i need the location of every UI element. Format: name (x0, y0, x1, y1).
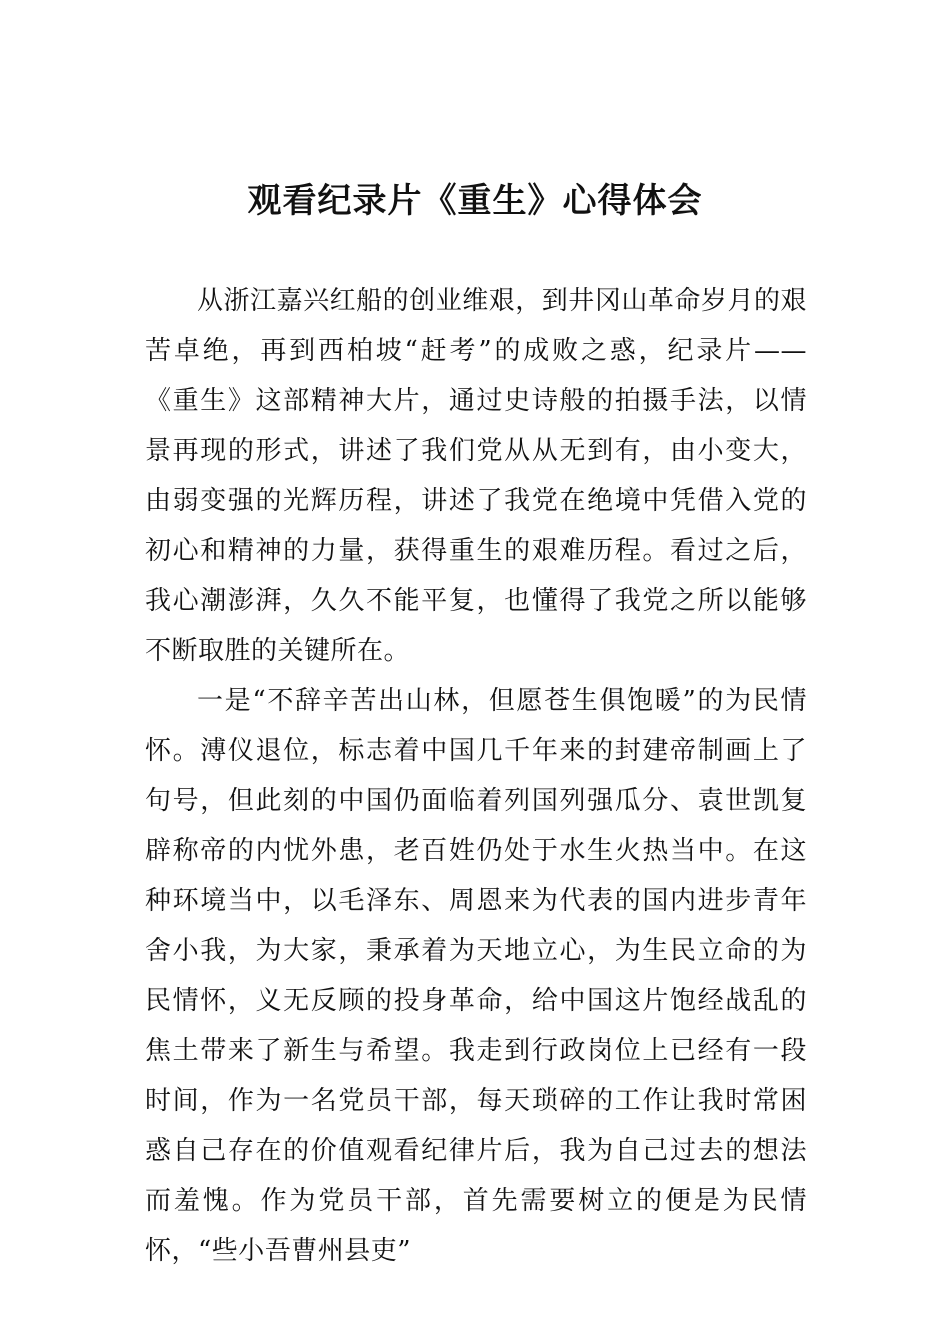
document-title: 观看纪录片《重生》心得体会 (247, 181, 703, 221)
paragraph-2: 一是“不辞辛苦出山林，但愿苍生俱饱暖”的为民情怀。溥仪退位，标志着中国几千年来的封建帝制画上了句号，但此刻的中国仍面临着列国列强瓜分、袁世凯复辟称帝的内忧外患，老百姓仍处于水生火热当中。在这种环境当中，以毛泽东、周恩来为代表的国内进步青年舍小我，为大家，秉承着为天地立心，为生民立命的为民情怀，义无反顾的投身革命，给中国这片饱经战乱的焦土带来了新生与希望。我走到行政岗位上已经有一段时间，作为一名党员干部，每天琐碎的工作让我时常困惑自己存在的价值观看纪律片后，我为自己过去的想法而羞愧。作为党员干部，首先需要树立的便是为民情怀，“些小吾曹州县吏” (145, 686, 807, 1266)
paragraph-1: 从浙江嘉兴红船的创业维艰，到井冈山革命岁月的艰苦卓绝，再到西柏坡“赶考”的成败之惑，纪录片——《重生》这部精神大片，通过史诗般的拍摄手法，以情景再现的形式，讲述了我们党从从无到有，由小变大，由弱变强的光辉历程，讲述了我党在绝境中凭借入党的初心和精神的力量，获得重生的艰难历程。看过之后，我心潮澎湃，久久不能平复，也懂得了我党之所以能够不断取胜的关键所在。 (145, 286, 807, 666)
document-body (145, 276, 807, 1276)
